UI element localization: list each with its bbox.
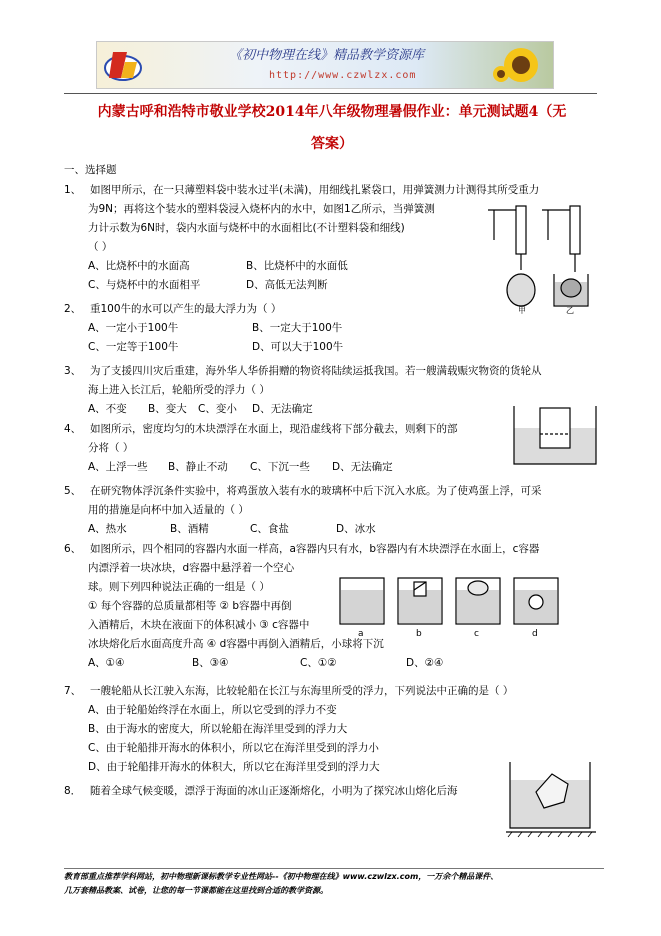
question-text: 如图所示，四个相同的容器内水面一样高，a容器内只有水，b容器内有木块漂浮在水面上，c容器 xyxy=(90,543,540,555)
sunflower-icon xyxy=(493,44,549,86)
question-number: 2、 xyxy=(64,303,82,315)
option-c: C、与烧杯中的水面相平 xyxy=(88,279,201,291)
question-8 xyxy=(64,782,458,801)
banner-url[interactable]: http://www.czwlzx.com xyxy=(269,70,417,81)
option-a: A、热水 xyxy=(88,523,127,535)
floating-block-figure xyxy=(512,404,598,466)
question-text: 重100牛的水可以产生的最大浮力为（ ） xyxy=(90,303,282,315)
option-c: C、下沉一些 xyxy=(250,461,310,473)
option-d: D、无法确定 xyxy=(332,461,393,473)
option-c: C、变小 xyxy=(198,403,237,415)
question-number: 5、 xyxy=(64,485,82,497)
document-title-line1: 内蒙古呼和浩特市敬业学校2014年八年级物理暑假作业：单元测试题4（无 xyxy=(97,104,567,120)
header-divider xyxy=(64,93,597,94)
option-d: D、可以大于100牛 xyxy=(252,341,344,353)
question-text: 为9N；再将这个装水的塑料袋浸入烧杯内的水中，如图1乙所示，当弹簧测 xyxy=(88,203,435,215)
option-b: B、静止不动 xyxy=(168,461,228,473)
option-a: A、上浮一些 xyxy=(88,461,148,473)
container-label-d: d xyxy=(532,629,538,638)
container-label-b: b xyxy=(416,629,422,638)
container-label-c: c xyxy=(474,629,479,638)
option-c: C、食盐 xyxy=(250,523,289,535)
iceberg-figure xyxy=(506,758,598,838)
question-text: 海上进入长江后，轮船所受的浮力（ ） xyxy=(88,384,270,396)
option-b: B、变大 xyxy=(148,403,187,415)
question-text: 在研究物体浮沉条件实验中，将鸡蛋放入装有水的玻璃杯中后下沉入水底。为了使鸡蛋上浮，可采 xyxy=(90,485,542,497)
option-d: D、冰水 xyxy=(336,523,376,535)
option-a: A、一定小于100牛 xyxy=(88,322,179,334)
question-text: 如图所示，密度均匀的木块漂浮在水面上，现沿虚线将下部分截去，则剩下的部 xyxy=(90,423,458,435)
option-d: D、由于轮船排开海水的体积大，所以它在海洋里受到的浮力大 xyxy=(88,761,380,773)
document-title xyxy=(72,96,592,160)
question-3 xyxy=(64,362,542,419)
four-containers-figure xyxy=(334,564,560,638)
question-number: 6、 xyxy=(64,543,82,555)
page-footer xyxy=(64,868,604,898)
question-text: 冰块熔化后水面高度升高 ④ d容器中再倒入酒精后，小球将下沉 xyxy=(88,638,384,650)
option-a: A、由于轮船始终浮在水面上，所以它受到的浮力不变 xyxy=(88,704,337,716)
question-number: 1、 xyxy=(64,184,82,196)
question-text: 为了支援四川灾后重建，海外华人华侨捐赠的物资将陆续运抵我国。若一艘满载赈灾物资的货轮从 xyxy=(90,365,542,377)
question-text: 入酒精后，木块在液面下的体积减小 ③ c容器中 xyxy=(88,619,310,631)
question-1 xyxy=(64,181,539,295)
question-2 xyxy=(64,300,343,357)
question-text: 用的措施是向杯中加入适量的（ ） xyxy=(88,504,249,516)
question-text: 一艘轮船从长江驶入东海，比较轮船在长江与东海里所受的浮力，下列说法中正确的是（ ） xyxy=(90,685,514,697)
question-text: 内漂浮着一块冰块，d容器中悬浮着一个空心 xyxy=(88,562,295,574)
question-text: 随着全球气候变暖，漂浮于海面的冰山正逐渐熔化，小明为了探究冰山熔化后海 xyxy=(90,785,458,797)
option-b: B、由于海水的密度大，所以轮船在海洋里受到的浮力大 xyxy=(88,723,348,735)
figure-label-jia: 甲 xyxy=(518,306,526,315)
option-a: A、不变 xyxy=(88,403,127,415)
option-d: D、②④ xyxy=(406,657,444,669)
question-text: 球。则下列四种说法正确的一组是（ ） xyxy=(88,581,270,593)
document-title-line2: 答案） xyxy=(311,136,353,152)
answer-blank: （ ） xyxy=(88,241,113,253)
option-b: B、比烧杯中的水面低 xyxy=(246,260,348,272)
question-5 xyxy=(64,482,542,539)
header-banner xyxy=(96,41,554,89)
option-b: B、一定大于100牛 xyxy=(252,322,343,334)
banner-title: 《初中物理在线》精品教学资源库 xyxy=(229,48,425,63)
question-text: 力计示数为6N时，袋内水面与烧杯中的水面相比(不计塑料袋和细线) xyxy=(88,222,405,234)
container-label-a: a xyxy=(358,629,364,638)
option-d: D、高低无法判断 xyxy=(246,279,328,291)
option-a: A、①④ xyxy=(88,657,125,669)
option-d: D、无法确定 xyxy=(252,403,313,415)
question-number: 7、 xyxy=(64,685,82,697)
section-heading: 一、选择题 xyxy=(64,164,117,176)
question-number: 8． xyxy=(64,785,82,797)
option-c: C、一定等于100牛 xyxy=(88,341,179,353)
site-logo-icon xyxy=(103,44,143,86)
footer-line1: 教育部重点推荐学科网站，初中物理新课标教学专业性网站--《初中物理在线》www.czwlzx.com，一万余个精品课件、 xyxy=(64,872,499,881)
option-b: B、③④ xyxy=(192,657,229,669)
question-text: 分将（ ） xyxy=(88,442,134,454)
question-text: 如图甲所示，在一只薄塑料袋中装水过半(未满)，用细线扎紧袋口，用弹簧测力计测得其所受重力 xyxy=(90,184,540,196)
option-a: A、比烧杯中的水面高 xyxy=(88,260,190,272)
question-number: 4、 xyxy=(64,423,82,435)
question-7 xyxy=(64,682,513,777)
question-text: ① 每个容器的总质量都相等 ② b容器中再倒 xyxy=(88,600,292,612)
footer-line2: 几万套精品教案、试卷，让您的每一节课都能在这里找到合适的教学资源。 xyxy=(64,886,328,895)
question-4 xyxy=(64,420,458,477)
option-c: C、由于轮船排开海水的体积小，所以它在海洋里受到的浮力小 xyxy=(88,742,379,754)
question-number: 3、 xyxy=(64,365,82,377)
option-b: B、酒精 xyxy=(170,523,209,535)
option-c: C、①② xyxy=(300,657,337,669)
figure-label-yi: 乙 xyxy=(566,306,574,315)
spring-scale-figure xyxy=(484,200,594,315)
